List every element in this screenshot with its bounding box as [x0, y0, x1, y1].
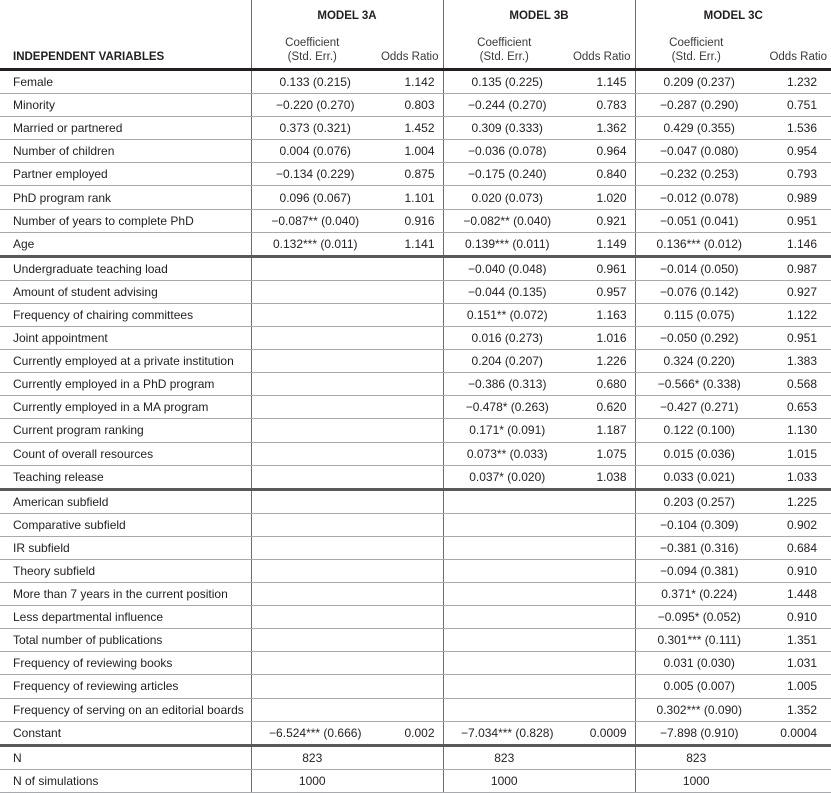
odds-3c-cell: 0.793 — [757, 163, 831, 186]
odds-3c-cell: 1.225 — [757, 489, 831, 513]
variable-label: Theory subfield — [0, 559, 251, 582]
table-row — [0, 117, 831, 140]
coef-3a-cell — [251, 606, 373, 629]
header-blank — [0, 0, 251, 24]
odds-3b-cell: 1.075 — [565, 442, 635, 465]
coef-3b-cell — [443, 652, 565, 675]
odds-3a-cell: 1.004 — [373, 140, 443, 163]
variable-label: Less departmental influence — [0, 606, 251, 629]
odds-3c-cell: 0.568 — [757, 373, 831, 396]
odds-3c-cell: 1.352 — [757, 698, 831, 721]
odds-3b-cell — [565, 606, 635, 629]
odds-3b-cell: 1.149 — [565, 232, 635, 256]
coef-3c-cell: 0.015 (0.036) — [635, 442, 757, 465]
odds-3c-cell: 0.684 — [757, 536, 831, 559]
odds-3c-cell: 0.751 — [757, 94, 831, 117]
coef-3b-cell: 0.139*** (0.011) — [443, 232, 565, 256]
table-row — [0, 163, 831, 186]
coef-3b-cell: 1000 — [443, 769, 565, 792]
odds-3c-cell: 0.910 — [757, 559, 831, 582]
table-row — [0, 606, 831, 629]
odds-3c-cell: 1.448 — [757, 583, 831, 606]
variable-label: Currently employed at a private institution — [0, 350, 251, 373]
odds-3b-cell: 1.020 — [565, 186, 635, 209]
odds-3a-cell: 0.803 — [373, 94, 443, 117]
coef-3a-cell — [251, 559, 373, 582]
odds-3b-cell: 0.0009 — [565, 721, 635, 745]
odds-3a-cell: 1.101 — [373, 186, 443, 209]
coef-3c-cell: 0.301*** (0.111) — [635, 629, 757, 652]
odds-3c-cell: 0.989 — [757, 186, 831, 209]
odds-3a-cell — [373, 769, 443, 792]
odds-3c-cell: 0.951 — [757, 327, 831, 350]
variable-label: Female — [0, 70, 251, 94]
coef-3b-cell: 0.135 (0.225) — [443, 70, 565, 94]
odds-3b-cell — [565, 489, 635, 513]
coef-3c-cell: 0.136*** (0.012) — [635, 232, 757, 256]
odds-3a-cell — [373, 675, 443, 698]
coef-3c-cell: −7.898 (0.910) — [635, 721, 757, 745]
variable-label: Frequency of chairing committees — [0, 303, 251, 326]
coef-3a-cell — [251, 629, 373, 652]
table-row — [0, 721, 831, 745]
coef-3c-cell: 0.324 (0.220) — [635, 350, 757, 373]
odds-3b-cell — [565, 769, 635, 792]
odds-3c-cell: 0.954 — [757, 140, 831, 163]
table-row — [0, 559, 831, 582]
odds-3b-cell: 0.961 — [565, 256, 635, 280]
coef-3b-cell — [443, 489, 565, 513]
coef-3b-cell — [443, 583, 565, 606]
odds-3b-cell — [565, 513, 635, 536]
odds-3a-cell: 0.916 — [373, 209, 443, 232]
odds-3c-cell: 1.122 — [757, 303, 831, 326]
coef-3b-cell: 0.037* (0.020) — [443, 465, 565, 489]
coef-3b-cell: −0.044 (0.135) — [443, 280, 565, 303]
table-row — [0, 232, 831, 256]
coef-3c-cell: 1000 — [635, 769, 757, 792]
coef-3a-cell — [251, 675, 373, 698]
variable-label: Total number of publications — [0, 629, 251, 652]
odds-3a-cell — [373, 652, 443, 675]
coef-3a-cell — [251, 652, 373, 675]
table-row — [0, 94, 831, 117]
odds-3b-cell — [565, 745, 635, 769]
variable-label: PhD program rank — [0, 186, 251, 209]
table-row — [0, 465, 831, 489]
odds-3a-cell — [373, 373, 443, 396]
coef-3b-cell — [443, 606, 565, 629]
odds-header-3a: Odds Ratio — [373, 24, 443, 70]
table-row — [0, 70, 831, 94]
odds-3a-cell — [373, 350, 443, 373]
odds-3c-cell: 1.232 — [757, 70, 831, 94]
coef-3c-cell: −0.104 (0.309) — [635, 513, 757, 536]
odds-3b-cell — [565, 536, 635, 559]
odds-3c-cell: 0.0004 — [757, 721, 831, 745]
coef-3c-cell: −0.014 (0.050) — [635, 256, 757, 280]
table-row — [0, 536, 831, 559]
coef-3c-cell: 0.033 (0.021) — [635, 465, 757, 489]
odds-3c-cell: 1.383 — [757, 350, 831, 373]
odds-header-3c: Odds Ratio — [757, 24, 831, 70]
coef-3c-cell: −0.287 (0.290) — [635, 94, 757, 117]
coef-3b-cell: 0.016 (0.273) — [443, 327, 565, 350]
odds-3a-cell — [373, 513, 443, 536]
odds-3c-cell: 1.130 — [757, 419, 831, 442]
variable-label: Count of overall resources — [0, 442, 251, 465]
odds-3b-cell — [565, 675, 635, 698]
odds-3c-cell: 1.536 — [757, 117, 831, 140]
odds-3b-cell: 1.163 — [565, 303, 635, 326]
variable-label: Frequency of reviewing books — [0, 652, 251, 675]
odds-3b-cell: 1.016 — [565, 327, 635, 350]
table-row — [0, 350, 831, 373]
coef-3b-cell: −0.386 (0.313) — [443, 373, 565, 396]
coef-3a-cell: 823 — [251, 745, 373, 769]
odds-3b-cell: 0.957 — [565, 280, 635, 303]
table-row — [0, 745, 831, 769]
odds-3c-cell: 0.927 — [757, 280, 831, 303]
coef-3a-cell — [251, 373, 373, 396]
coef-3b-cell — [443, 698, 565, 721]
variable-label: Frequency of serving on an editorial boards — [0, 698, 251, 721]
odds-3b-cell: 0.964 — [565, 140, 635, 163]
coef-3c-cell: 0.429 (0.355) — [635, 117, 757, 140]
odds-3c-cell: 0.987 — [757, 256, 831, 280]
model-3c-header: MODEL 3C — [635, 0, 831, 24]
coef-3b-cell: −0.082** (0.040) — [443, 209, 565, 232]
variable-label: Minority — [0, 94, 251, 117]
coef-3b-cell: 0.020 (0.073) — [443, 186, 565, 209]
odds-3b-cell — [565, 559, 635, 582]
odds-3b-cell: 1.038 — [565, 465, 635, 489]
odds-3b-cell: 0.783 — [565, 94, 635, 117]
odds-3a-cell — [373, 303, 443, 326]
table-row — [0, 769, 831, 792]
coef-3c-cell: 0.203 (0.257) — [635, 489, 757, 513]
coef-3b-cell: −0.478* (0.263) — [443, 396, 565, 419]
coef-3a-cell: −0.087** (0.040) — [251, 209, 373, 232]
coef-header-3c: Coefficient (Std. Err.) — [635, 24, 757, 70]
variable-label: Currently employed in a MA program — [0, 396, 251, 419]
coef-3a-cell — [251, 256, 373, 280]
model-3b-header: MODEL 3B — [443, 0, 635, 24]
coef-3b-cell — [443, 513, 565, 536]
odds-3c-cell: 0.902 — [757, 513, 831, 536]
table-row — [0, 652, 831, 675]
coef-3b-cell: 0.073** (0.033) — [443, 442, 565, 465]
coef-3a-cell — [251, 303, 373, 326]
coef-3b-cell — [443, 536, 565, 559]
odds-3c-cell: 1.351 — [757, 629, 831, 652]
table-row — [0, 583, 831, 606]
coef-header-3a: Coefficient (Std. Err.) — [251, 24, 373, 70]
coef-3c-cell: −0.566* (0.338) — [635, 373, 757, 396]
odds-3c-cell: 1.015 — [757, 442, 831, 465]
coef-3a-cell — [251, 698, 373, 721]
variable-label: Constant — [0, 721, 251, 745]
coef-3c-cell: −0.427 (0.271) — [635, 396, 757, 419]
coef-3b-cell: 0.151** (0.072) — [443, 303, 565, 326]
coef-3b-cell: −0.040 (0.048) — [443, 256, 565, 280]
coef-3a-cell — [251, 583, 373, 606]
odds-3b-cell — [565, 629, 635, 652]
coef-3a-cell — [251, 465, 373, 489]
coef-3a-cell: 0.004 (0.076) — [251, 140, 373, 163]
coef-3b-cell: −0.036 (0.078) — [443, 140, 565, 163]
coef-3b-cell — [443, 629, 565, 652]
odds-3a-cell — [373, 559, 443, 582]
table-row — [0, 489, 831, 513]
table-row — [0, 396, 831, 419]
odds-3b-cell: 0.840 — [565, 163, 635, 186]
variable-label: N — [0, 745, 251, 769]
coef-3c-cell: 0.371* (0.224) — [635, 583, 757, 606]
coef-3b-cell: −0.175 (0.240) — [443, 163, 565, 186]
odds-header-3b: Odds Ratio — [565, 24, 635, 70]
coef-3a-cell: −0.134 (0.229) — [251, 163, 373, 186]
model-3a-header: MODEL 3A — [251, 0, 443, 24]
coef-3c-cell: −0.095* (0.052) — [635, 606, 757, 629]
odds-3a-cell — [373, 698, 443, 721]
odds-3c-cell: 1.005 — [757, 675, 831, 698]
odds-3c-cell: 0.653 — [757, 396, 831, 419]
coef-3b-cell: −7.034*** (0.828) — [443, 721, 565, 745]
odds-3c-cell — [757, 769, 831, 792]
coef-3b-cell — [443, 559, 565, 582]
variable-label: N of simulations — [0, 769, 251, 792]
variable-label: Number of children — [0, 140, 251, 163]
odds-3a-cell — [373, 745, 443, 769]
odds-3b-cell — [565, 698, 635, 721]
odds-3a-cell: 1.141 — [373, 232, 443, 256]
coef-header-3b: Coefficient (Std. Err.) — [443, 24, 565, 70]
coef-3c-cell: −0.012 (0.078) — [635, 186, 757, 209]
odds-3b-cell — [565, 583, 635, 606]
odds-3c-cell: 1.031 — [757, 652, 831, 675]
coef-3b-cell: −0.244 (0.270) — [443, 94, 565, 117]
table-row — [0, 675, 831, 698]
odds-3a-cell — [373, 465, 443, 489]
odds-3b-cell: 0.680 — [565, 373, 635, 396]
table-row — [0, 256, 831, 280]
odds-3a-cell: 1.452 — [373, 117, 443, 140]
coef-3a-cell — [251, 513, 373, 536]
coef-3a-cell: 0.133 (0.215) — [251, 70, 373, 94]
coef-3a-cell: 0.096 (0.067) — [251, 186, 373, 209]
variable-label: Current program ranking — [0, 419, 251, 442]
table-row — [0, 442, 831, 465]
table-row — [0, 209, 831, 232]
odds-3c-cell: 1.146 — [757, 232, 831, 256]
table-row — [0, 303, 831, 326]
coef-3a-cell — [251, 396, 373, 419]
odds-3a-cell — [373, 280, 443, 303]
coef-3a-cell: 1000 — [251, 769, 373, 792]
coef-3a-cell — [251, 442, 373, 465]
variable-label: More than 7 years in the current position — [0, 583, 251, 606]
table-row — [0, 373, 831, 396]
table-row — [0, 140, 831, 163]
odds-3c-cell: 1.033 — [757, 465, 831, 489]
coef-3b-cell: 0.309 (0.333) — [443, 117, 565, 140]
odds-3a-cell: 0.875 — [373, 163, 443, 186]
coef-3b-cell: 0.204 (0.207) — [443, 350, 565, 373]
table-row — [0, 280, 831, 303]
variable-label: Joint appointment — [0, 327, 251, 350]
coef-3c-cell: 823 — [635, 745, 757, 769]
coef-3c-cell: 0.031 (0.030) — [635, 652, 757, 675]
coef-3b-cell — [443, 675, 565, 698]
variable-label: Amount of student advising — [0, 280, 251, 303]
odds-3a-cell — [373, 327, 443, 350]
coef-3c-cell: 0.302*** (0.090) — [635, 698, 757, 721]
coef-3a-cell — [251, 280, 373, 303]
coef-3a-cell — [251, 350, 373, 373]
odds-3a-cell — [373, 629, 443, 652]
table-row — [0, 419, 831, 442]
odds-3b-cell: 0.921 — [565, 209, 635, 232]
odds-3c-cell: 0.910 — [757, 606, 831, 629]
variable-label: Comparative subfield — [0, 513, 251, 536]
odds-3a-cell — [373, 583, 443, 606]
coef-3c-cell: −0.381 (0.316) — [635, 536, 757, 559]
odds-3a-cell: 0.002 — [373, 721, 443, 745]
coef-3a-cell — [251, 419, 373, 442]
coef-3c-cell: 0.005 (0.007) — [635, 675, 757, 698]
odds-3a-cell — [373, 606, 443, 629]
odds-3b-cell: 1.187 — [565, 419, 635, 442]
coef-3c-cell: −0.232 (0.253) — [635, 163, 757, 186]
variable-label: Teaching release — [0, 465, 251, 489]
coef-3b-cell: 0.171* (0.091) — [443, 419, 565, 442]
odds-3a-cell — [373, 396, 443, 419]
table-body — [0, 70, 831, 793]
odds-3a-cell — [373, 442, 443, 465]
coef-3c-cell: 0.115 (0.075) — [635, 303, 757, 326]
coef-3c-cell: −0.051 (0.041) — [635, 209, 757, 232]
variable-label: Age — [0, 232, 251, 256]
odds-3a-cell: 1.142 — [373, 70, 443, 94]
table-row — [0, 698, 831, 721]
variable-label: Number of years to complete PhD — [0, 209, 251, 232]
variable-label: Married or partnered — [0, 117, 251, 140]
variable-label: Partner employed — [0, 163, 251, 186]
coef-3a-cell — [251, 327, 373, 350]
table-row — [0, 327, 831, 350]
coef-3a-cell: −6.524*** (0.666) — [251, 721, 373, 745]
coef-3a-cell: 0.132*** (0.011) — [251, 232, 373, 256]
coef-3c-cell: −0.094 (0.381) — [635, 559, 757, 582]
coef-3a-cell: −0.220 (0.270) — [251, 94, 373, 117]
odds-3a-cell — [373, 256, 443, 280]
variable-label: American subfield — [0, 489, 251, 513]
coef-3c-cell: −0.047 (0.080) — [635, 140, 757, 163]
odds-3c-cell — [757, 745, 831, 769]
odds-3c-cell: 0.951 — [757, 209, 831, 232]
table-row — [0, 629, 831, 652]
independent-variables-header: INDEPENDENT VARIABLES — [0, 24, 251, 70]
coef-3b-cell: 823 — [443, 745, 565, 769]
coef-3c-cell: −0.050 (0.292) — [635, 327, 757, 350]
coef-3c-cell: −0.076 (0.142) — [635, 280, 757, 303]
coef-3c-cell: 0.209 (0.237) — [635, 70, 757, 94]
odds-3b-cell — [565, 652, 635, 675]
odds-3b-cell: 1.145 — [565, 70, 635, 94]
odds-3b-cell: 0.620 — [565, 396, 635, 419]
coef-3a-cell — [251, 536, 373, 559]
coef-3a-cell: 0.373 (0.321) — [251, 117, 373, 140]
coef-3a-cell — [251, 489, 373, 513]
table-row — [0, 513, 831, 536]
odds-3a-cell — [373, 489, 443, 513]
coef-3c-cell: 0.122 (0.100) — [635, 419, 757, 442]
odds-3a-cell — [373, 419, 443, 442]
variable-label: Currently employed in a PhD program — [0, 373, 251, 396]
variable-label: IR subfield — [0, 536, 251, 559]
variable-label: Frequency of reviewing articles — [0, 675, 251, 698]
variable-label: Undergraduate teaching load — [0, 256, 251, 280]
odds-3a-cell — [373, 536, 443, 559]
odds-3b-cell: 1.226 — [565, 350, 635, 373]
odds-3b-cell: 1.362 — [565, 117, 635, 140]
table-row — [0, 186, 831, 209]
